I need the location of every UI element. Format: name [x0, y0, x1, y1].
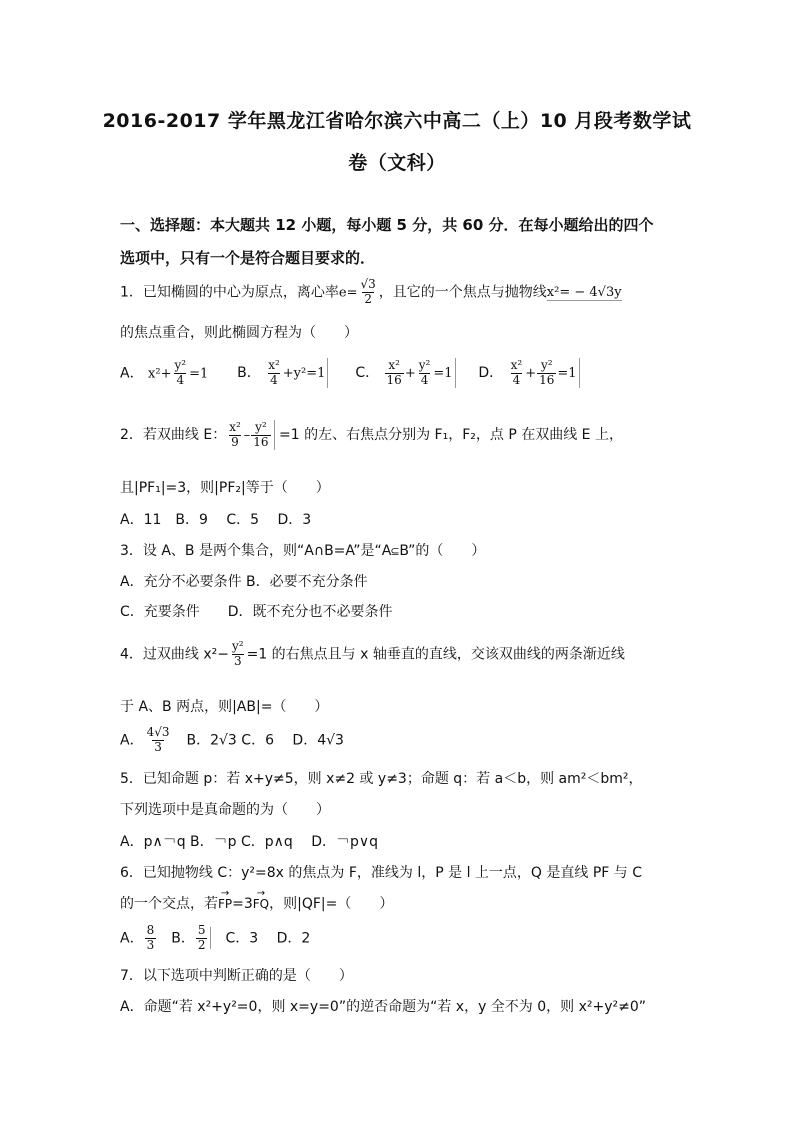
- q1-option-a-label: A．: [120, 365, 144, 381]
- q1-a-den: 4: [176, 372, 185, 387]
- q6-option-b-fraction: [196, 924, 208, 953]
- q1-c-num2: y²: [418, 357, 431, 372]
- question-4-options: [120, 726, 344, 755]
- q2-den2: 16: [253, 434, 269, 449]
- q4-fraction: [230, 640, 246, 669]
- q6-text-pre: 的一个交点，若: [120, 896, 218, 912]
- question-1-line2: 的焦点重合，则此椭圆方程为（ ）: [120, 325, 358, 341]
- question-3-options-cd: C．充要条件 D．既不充分也不必要条件: [120, 604, 393, 620]
- q6-option-b-label: B．: [157, 930, 195, 947]
- q4-text-pre: 4．过双曲线 x²−: [120, 646, 229, 663]
- q1-eccentricity-fraction: [359, 278, 378, 307]
- section-heading-line1: 一、选择题：本大题共 12 小题，每小题 5 分，共 60 分．在每小题给出的四个: [120, 216, 654, 234]
- q1-option-a: [120, 359, 208, 388]
- q1-c-den1: 16: [386, 372, 402, 387]
- q1-e-numerator: √3: [360, 277, 376, 291]
- q2-text-post: =1 的左、右焦点分别为 F₁，F₂，点 P 在双曲线 E 上，: [279, 427, 623, 443]
- q1-option-d-fraction-2: [537, 359, 556, 388]
- q6-a-den: 3: [146, 937, 155, 952]
- question-6-line1: 6．已知抛物线 C：y²=8x 的焦点为 F，准线为 l，P 是 l 上一点，Q 是直线 PF 与 C: [120, 865, 643, 881]
- q1-option-c-fraction-1: [385, 359, 404, 388]
- q6-b-num: 5: [197, 923, 206, 937]
- q1-d-num2: y²: [540, 357, 553, 372]
- question-5-line2: 下列选项中是真命题的为（ ）: [120, 802, 330, 818]
- q1-b-num: x²: [268, 357, 280, 372]
- q1-option-c-post: =1: [433, 366, 453, 381]
- q1-option-a-pre: x²+: [148, 366, 172, 381]
- question-4-line2: 于 A、B 两点，则|AB|=（ ）: [120, 699, 329, 715]
- q1-option-d-post: =1: [557, 366, 577, 381]
- q4-den: 3: [233, 653, 242, 668]
- q6-vector-fq: → FQ: [253, 897, 269, 911]
- question-2-line2: 且|PF₁|=3，则|PF₂|等于（ ）: [120, 480, 330, 496]
- q2-fraction-2: [251, 421, 270, 450]
- q1-text-mid: ，且它的一个焦点与抛物线: [378, 284, 547, 301]
- q4-a-den: 3: [154, 739, 162, 754]
- question-1-line1: [120, 278, 622, 307]
- q1-option-b: [237, 358, 328, 388]
- q1-a-num: y²: [174, 357, 187, 372]
- q6-options-rest: C．3 D．2: [211, 930, 311, 947]
- q1-option-c-fraction-2: [417, 359, 433, 388]
- exam-title-line2: 卷（文科）: [348, 152, 446, 174]
- q1-b-den: 4: [270, 372, 278, 387]
- q1-e-denominator: 2: [364, 291, 372, 306]
- q2-num2: y²: [255, 419, 267, 434]
- q6-text-post: ，则|QF|=（ ）: [269, 896, 394, 912]
- question-4-line1: [120, 640, 625, 669]
- q6-option-a-fraction: [145, 924, 157, 953]
- q3-text-pre: 3．设 A、B 是两个集合，则“A∩B=A”是“A: [120, 543, 392, 559]
- q1-option-d: D． $\frac{\text{x²}}{4}$ + $\frac{\text{y²}}{16}$ =1: [478, 358, 579, 388]
- q4-option-a-fraction: [145, 726, 172, 755]
- question-5-line1: 5．已知命题 p：若 x+y≠5，则 x≠2 或 y≠3；命题 q：若 a＜b，则 am²＜bm²，: [120, 771, 643, 787]
- q6-option-a-label: A．: [120, 930, 144, 947]
- question-7-option-a: A．命题“若 x²+y²=0，则 x=y=0”的逆否命题为“若 x，y 全不为 0，则 x²+y²≠0”: [120, 999, 647, 1015]
- q1-option-a-post: =1: [189, 366, 209, 381]
- q1-parabola: x²= − 4√3y: [546, 285, 622, 301]
- question-1-options: [120, 358, 580, 388]
- q6-a-num: 8: [146, 923, 155, 937]
- q4-num: y²: [232, 639, 244, 653]
- q1-option-d-label: D．: [478, 365, 504, 381]
- question-3-options-ab: A．充分不必要条件 B．必要不充分条件: [120, 574, 368, 590]
- q1-option-c-label: C．: [355, 365, 380, 381]
- q1-e-prefix: e=: [338, 285, 358, 301]
- q4-option-a-label: A．: [120, 732, 144, 749]
- question-2-line1: 2．若双曲线 E： $\frac{\text{x²}}{9}$ – $\frac{\text{y²}}{16}$ =1 的左、右焦点分别为 F₁，F₂，点 P 在双曲线 E 上，: [120, 419, 623, 449]
- q1-d-den1: 4: [512, 372, 521, 387]
- q4-options-rest: B．2√3 C．6 D．4√3: [172, 732, 344, 749]
- question-6-line2: [120, 893, 393, 913]
- q1-option-c: C． $\frac{\text{x²}}{16}$ + $\frac{\text{y²}}{4}$ =1: [355, 358, 455, 388]
- q1-option-b-fraction: [266, 359, 282, 388]
- q1-option-b-post: +y²=1: [282, 366, 326, 381]
- question-5-options: A．p∧￢q B．￢p C．p∧q D．￢p∨q: [120, 834, 379, 850]
- section-heading-line2: 选项中，只有一个是符合题目要求的．: [120, 249, 376, 267]
- q3-text-post: B”的（ ）: [399, 543, 486, 559]
- q4-a-num: 4√3: [146, 725, 170, 739]
- q2-fraction-1: [227, 421, 243, 450]
- q1-option-a-fraction: [172, 359, 188, 388]
- q4-text-post: =1 的右焦点且与 x 轴垂直的直线，交该双曲线的两条渐近线: [246, 646, 625, 663]
- q1-option-d-fraction-1: [509, 359, 525, 388]
- q1-d-den2: 16: [539, 372, 555, 387]
- q2-num1: x²: [229, 419, 241, 434]
- q1-d-num1: x²: [510, 357, 523, 372]
- exam-title-line1: 2016-2017 学年黑龙江省哈尔滨六中高二（上）10 月段考数学试: [102, 110, 692, 132]
- q1-c-num1: x²: [388, 357, 400, 372]
- question-7-line1: 7．以下选项中判断正确的是（ ）: [120, 968, 353, 984]
- q1-text-pre: 1．已知椭圆的中心为原点，离心率: [120, 284, 339, 301]
- question-2-options: A．11 B．9 C．5 D．3: [120, 512, 312, 528]
- q6-b-den: 2: [197, 937, 206, 952]
- q6-text-mid: =3: [232, 896, 253, 912]
- q6-vector-fp: → FP: [218, 897, 232, 911]
- q1-option-b-label: B．: [237, 365, 261, 381]
- q2-den1: 9: [231, 434, 239, 449]
- q1-c-den2: 4: [420, 372, 429, 387]
- question-6-options: [120, 924, 310, 953]
- question-3-line1: [120, 540, 485, 560]
- q2-text-pre: 2．若双曲线 E：: [120, 427, 227, 443]
